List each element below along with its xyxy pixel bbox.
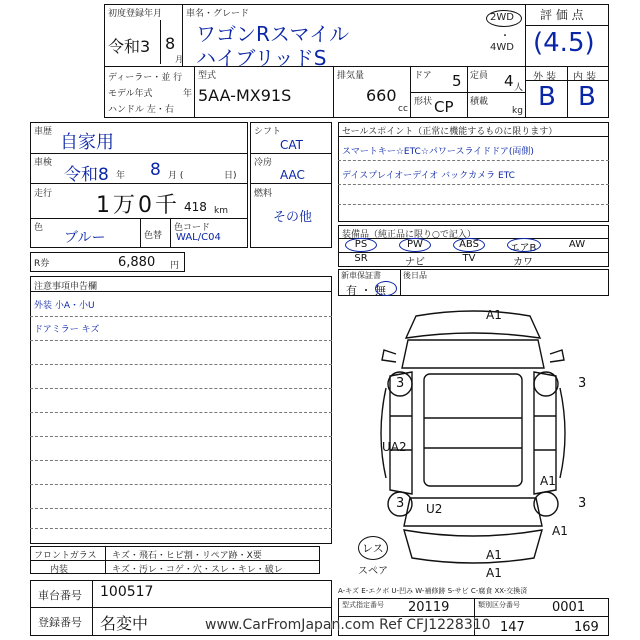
watermark: www.CarFromJapan.com Ref CFJ1228310 [205,617,491,633]
divider [400,269,401,296]
equip-navi: ナビ [405,257,425,268]
equip-ps-circle [345,238,377,252]
category-no: 0001 [552,600,586,615]
shift-value: CAT [280,138,303,152]
reg-no-label: 登録番号 [38,616,82,629]
capacity-label: 定員 [470,71,489,81]
divider [338,160,609,161]
type-spec-no: 20119 [408,600,450,615]
notes-line2: ドアミラー キズ [34,325,100,335]
sales-point-line2: デイスプレイオーデイオ バックカメラ ETC [342,171,515,181]
spare-mark: レス [362,542,384,555]
notes-row-line [30,316,332,317]
door-label: ドア [414,71,432,81]
divider [567,66,568,118]
page-num2: 169 [574,620,599,635]
exterior-grade: B [538,82,556,112]
divider [250,183,332,184]
notes-label: 注意事項申告欄 [34,282,98,292]
model-year-label: モデル年式 [108,89,153,99]
drive-4wd: 4WD [490,42,514,53]
capacity-unit: 人 [514,83,524,93]
recycle-unit: 円 [170,261,180,271]
equip-tv: TV [462,253,476,264]
notes-row-line [30,436,332,437]
mileage-label: 走行 [34,189,53,199]
handle-label: ハンドル 左・右 [108,105,174,115]
divider [338,184,609,185]
first-reg-month: 8 [165,34,176,53]
color-value: ブルー [64,230,106,246]
divider [338,204,609,205]
inspection-month-unit: 月 ( [168,171,184,181]
inspection-year-unit: 年 [116,171,126,181]
drive-2wd: 2WD [490,12,514,23]
usage-value: 自家用 [60,132,114,153]
warranty-value: 有 ・ 無 [346,284,386,297]
damage-legend: A-キズ E-エクボ U-凹み W-補修跡 S-サビ C-腐食 XX-交換済 [338,587,528,595]
usage-label: 車歴 [34,127,53,137]
damage-rear-left-wheel: 3 [396,496,405,511]
divider [160,20,161,64]
recycle-block [30,252,185,272]
divider [30,291,332,292]
color-code: WAL/C04 [176,232,221,243]
damage-left-door: UA2 [382,440,407,454]
aircon-value: AAC [280,168,305,182]
page-num1: 147 [500,620,525,635]
model-code: 5AA-MX91S [198,86,292,105]
mileage-value: 1万0千 [96,193,180,218]
doors: 5 [452,72,462,90]
vehicle-no-label: 車台番号 [38,589,82,602]
fuel-label: 燃料 [254,189,273,199]
equip-pw: PW [407,239,423,250]
car-name-line2: ハイブリッドS [196,46,327,70]
interior-cond-label: 内装 [50,565,69,575]
equipment-label: 装備品（純正品に限り○で記入） [342,230,476,240]
inspection-month: 8 [150,160,161,180]
warranty-label: 新車保証書 [341,271,381,280]
divider [30,607,332,608]
notes-line1: 外装 小A・小U [34,301,95,311]
shift-label: シフト [254,127,282,137]
shape-label: 形状 [414,97,433,107]
divider [140,218,141,248]
divider [410,92,525,93]
month-unit: 月 [175,55,183,64]
displacement-label: 排気量 [337,71,365,81]
inspection-day-unit: 日) [224,171,237,181]
kg-unit: kg [512,106,523,116]
interior-label: 内 装 [573,72,597,83]
divider [250,153,332,154]
equip-ps: PS [354,239,368,250]
equip-pw-circle [399,238,431,252]
dealer-label: ディーラー・並 行 [108,73,183,83]
damage-front-left-wheel: 3 [396,376,405,391]
color-label: 色 [34,223,44,233]
reg-no: 名変中 [100,614,149,633]
category-label: 類別区分番号 [478,601,520,609]
aircon-label: 冷房 [254,158,273,168]
divider [525,4,526,118]
damage-left-rear: U2 [426,502,443,516]
warranty-circle [375,281,397,296]
inspection-era: 令和8 [64,165,109,185]
equip-aw: AW [568,239,586,250]
first-reg-era: 令和3 [108,37,151,56]
type-spec-label: 型式指定番号 [342,601,384,609]
notes-row-line [30,364,332,365]
divider [338,136,609,137]
year-unit: 年 [183,89,193,99]
sales-point-line1: スマートキー☆ETC☆パワースライドドア(両側) [342,147,534,157]
km-unit: km [214,206,228,216]
damage-rear-panel: A1 [486,548,502,562]
drive-dot: ・ [500,31,510,42]
first-reg-label: 初度登録年月 [108,9,163,19]
score-label: 評 価 点 [540,8,584,22]
recolor-label: 色替 [144,231,163,241]
recycle-value: 6,880 [118,255,156,270]
recycle-label: R券 [34,259,50,269]
interior-cond-value: キズ・汚レ・コゲ・穴・スレ・キレ・破レ [112,565,283,575]
equip-airbag-circle [507,238,541,252]
notes-row-line [30,484,332,485]
divider [333,66,334,118]
cc-unit: cc [398,104,408,114]
damage-front-bumper: A1 [486,308,502,322]
car-name-line1: ワゴンRスマイル [196,22,350,46]
equip-leather: カワ [513,257,533,268]
car-name-label: 車名・グレード [186,9,250,19]
displacement: 660 [366,86,397,105]
load-label: 積載 [470,97,489,107]
capacity: 4 [504,72,514,90]
divider [194,66,195,118]
equip-sr: SR [354,253,368,264]
notes-row-line [30,412,332,413]
inspection-label: 車検 [34,158,53,168]
notes-row-line [30,388,332,389]
notes-row-line [30,460,332,461]
interior-grade: B [578,82,596,112]
divider [170,218,171,248]
exterior-label: 外 装 [533,72,557,83]
shape: CP [434,98,454,116]
mileage-sub: 418 [184,200,207,214]
notes-row-line [30,508,332,509]
divider [30,183,248,184]
damage-right-rear-quarter: A1 [552,524,568,538]
sales-point-label: セールスポイント（正常に機能するものに限ります） [342,127,558,137]
vehicle-no: 100517 [100,584,154,600]
equip-abs-circle [453,238,485,252]
spare-label: スペア [358,566,388,577]
damage-right-side: A1 [540,474,556,488]
score-value: (4.5) [533,28,595,58]
divider [525,25,609,26]
later-label: 後日品 [403,271,427,280]
equip-abs: ABS [459,239,479,250]
front-glass-label: フロントガラス [34,551,97,561]
notes-row-line [30,528,332,529]
notes-row-line [30,340,332,341]
model-label: 型式 [198,71,217,81]
damage-front-right-wheel: 3 [578,376,587,391]
equip-airbag: エアB [509,243,537,254]
fuel-value: その他 [273,210,313,225]
divider [92,580,93,636]
damage-rear-bumper: A1 [486,566,502,580]
damage-rear-right-wheel: 3 [578,496,587,511]
divider [105,546,106,574]
color-code-label: 色コード [174,223,211,233]
front-glass-value: キズ・飛石・ヒビ割・リペア跡・X要 [112,551,262,561]
